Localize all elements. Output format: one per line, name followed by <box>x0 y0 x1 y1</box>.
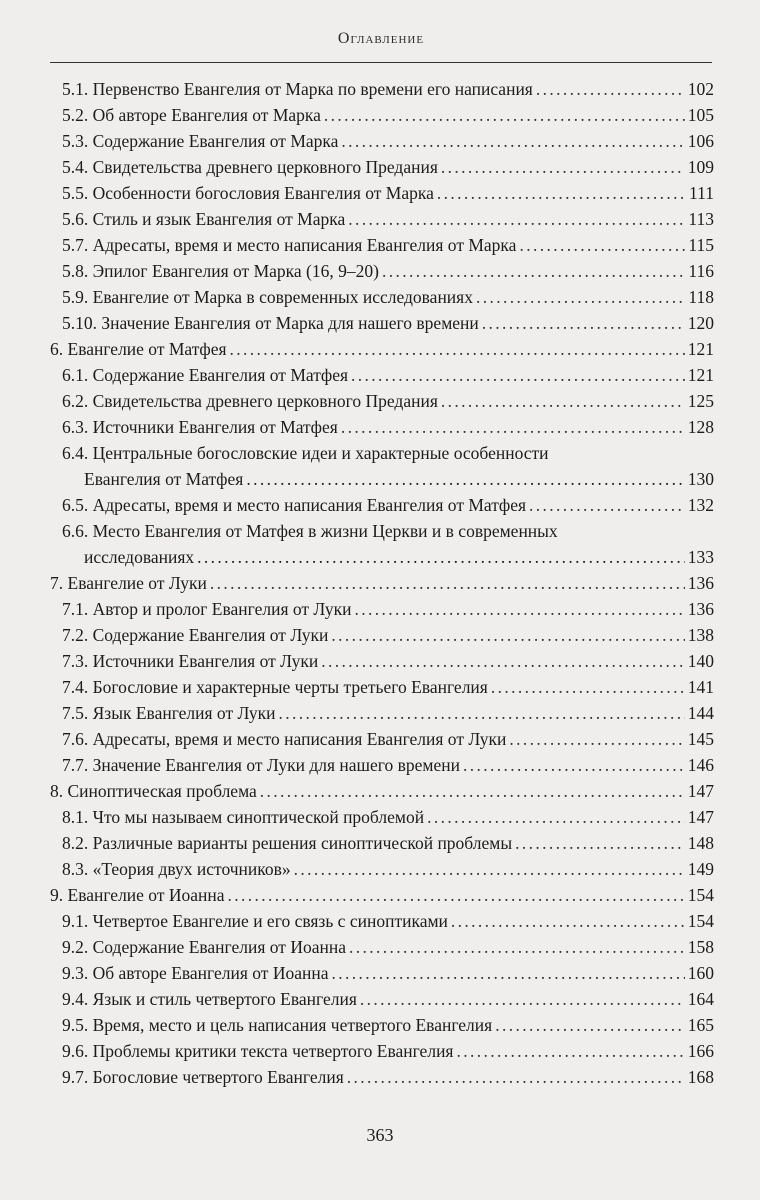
toc-entry-page: 165 <box>687 1015 714 1035</box>
toc-entry-page: 168 <box>687 1067 714 1087</box>
dot-leader <box>360 986 685 1012</box>
toc-entry-page: 160 <box>687 963 714 983</box>
toc-entry-page: 149 <box>687 859 714 879</box>
toc-entry-title: 7.5. Язык Евангелия от Луки <box>62 703 276 723</box>
toc-entry-page: 133 <box>687 547 714 567</box>
toc-entry-title: 7.6. Адресаты, время и место написания Евангелия от Луки <box>62 729 507 749</box>
table-of-contents <box>50 76 714 1090</box>
dot-leader <box>509 726 684 752</box>
dot-leader <box>515 830 685 856</box>
toc-entry-title: 7.3. Источники Евангелия от Луки <box>62 651 319 671</box>
toc-entry-page: 147 <box>687 781 714 801</box>
toc-entry-title: 9.4. Язык и стиль четвертого Евангелия <box>62 989 357 1009</box>
dot-leader <box>294 856 685 882</box>
toc-entry-page: 148 <box>687 833 714 853</box>
toc-entry <box>50 492 714 518</box>
toc-entry-title: 5.10. Значение Евангелия от Марка для нашего времени <box>62 313 479 333</box>
toc-entry-title-line1: 6.6. Место Евангелия от Матфея в жизни Церкви и в современных <box>62 521 558 541</box>
dot-leader <box>197 544 685 570</box>
toc-entry <box>50 700 714 726</box>
toc-entry <box>50 934 714 960</box>
running-header: Оглавление <box>337 30 425 47</box>
toc-entry-title: 7.1. Автор и пролог Евангелия от Луки <box>62 599 352 619</box>
dot-leader <box>349 934 685 960</box>
toc-entry <box>50 674 714 700</box>
toc-entry <box>50 362 714 388</box>
dot-leader <box>482 310 685 336</box>
dot-leader <box>230 336 685 362</box>
toc-entry-page: 138 <box>687 625 714 645</box>
toc-entry <box>50 232 714 258</box>
toc-entry <box>50 388 714 414</box>
toc-entry-title: 9.6. Проблемы критики текста четвертого Евангелия <box>62 1041 454 1061</box>
toc-entry-page: 102 <box>687 79 714 99</box>
toc-entry-page: 140 <box>687 651 714 671</box>
toc-entry <box>50 1012 714 1038</box>
toc-entry-title: 5.5. Особенности богословия Евангелия от Марка <box>62 183 434 203</box>
toc-entry <box>50 648 714 674</box>
toc-entry-page: 125 <box>687 391 714 411</box>
toc-entry <box>50 102 714 128</box>
toc-entry-page: 111 <box>689 183 714 203</box>
toc-entry-page: 141 <box>687 677 714 697</box>
toc-entry-page: 132 <box>687 495 714 515</box>
dot-leader <box>441 388 685 414</box>
toc-entry <box>50 258 714 284</box>
toc-entry-title: 6.5. Адресаты, время и место написания Евангелия от Матфея <box>62 495 527 515</box>
toc-entry-title: 9.3. Об авторе Евангелия от Иоанна <box>62 963 329 983</box>
toc-entry-page: 120 <box>687 313 714 333</box>
toc-entry-title: 9.7. Богословие четвертого Евангелия <box>62 1067 344 1087</box>
toc-entry-page: 109 <box>687 157 714 177</box>
toc-entry <box>50 778 714 804</box>
dot-leader <box>427 804 685 830</box>
toc-entry <box>50 570 714 596</box>
dot-leader <box>348 206 685 232</box>
toc-entry-title: 8. Синоптическая проблема <box>50 781 257 801</box>
dot-leader <box>456 1038 684 1064</box>
toc-entry-page: 130 <box>687 469 714 489</box>
toc-entry <box>50 960 714 986</box>
toc-entry-title-line2: исследованиях <box>84 547 195 567</box>
toc-entry <box>50 752 714 778</box>
dot-leader <box>279 700 685 726</box>
header-rule <box>50 62 712 63</box>
toc-entry <box>50 596 714 622</box>
dot-leader <box>341 128 684 154</box>
dot-leader <box>491 674 685 700</box>
toc-entry-page: 128 <box>687 417 714 437</box>
toc-entry <box>50 830 714 856</box>
dot-leader <box>324 102 685 128</box>
toc-entry-title-line1: 6.4. Центральные богословские идеи и характерные особенности <box>62 443 549 463</box>
toc-entry-title: 6.3. Источники Евангелия от Матфея <box>62 417 338 437</box>
toc-entry <box>50 1064 714 1090</box>
toc-entry <box>50 206 714 232</box>
toc-entry-page: 158 <box>687 937 714 957</box>
toc-entry-title: 6. Евангелие от Матфея <box>50 339 227 359</box>
toc-entry-title: 9.5. Время, место и цель написания четвертого Евангелия <box>62 1015 493 1035</box>
dot-leader <box>536 76 685 102</box>
dot-leader <box>260 778 685 804</box>
toc-entry <box>50 310 714 336</box>
dot-leader <box>351 362 685 388</box>
toc-entry <box>50 856 714 882</box>
dot-leader <box>463 752 685 778</box>
toc-entry-title: 7. Евангелие от Луки <box>50 573 207 593</box>
toc-entry <box>50 180 714 206</box>
toc-entry <box>50 440 714 492</box>
toc-entry-page: 144 <box>687 703 714 723</box>
toc-entry <box>50 154 714 180</box>
dot-leader <box>331 622 684 648</box>
dot-leader <box>382 258 685 284</box>
toc-entry-page: 136 <box>687 573 714 593</box>
toc-entry-page: 154 <box>687 911 714 931</box>
toc-entry-title: 5.1. Первенство Евангелия от Марка по времени его написания <box>62 79 533 99</box>
toc-entry-title: 5.4. Свидетельства древнего церковного Предания <box>62 157 438 177</box>
toc-entry-page: 121 <box>687 339 714 359</box>
toc-entry-page: 105 <box>687 105 714 125</box>
toc-entry-title: 9. Евангелие от Иоанна <box>50 885 225 905</box>
toc-entry-title: 7.4. Богословие и характерные черты третьего Евангелия <box>62 677 488 697</box>
toc-entry-title: 6.2. Свидетельства древнего церковного Предания <box>62 391 438 411</box>
toc-entry-title: 8.1. Что мы называем синоптической проблемой <box>62 807 425 827</box>
toc-entry <box>50 804 714 830</box>
toc-entry-title: 8.2. Различные варианты решения синоптической проблемы <box>62 833 513 853</box>
toc-entry-page: 166 <box>687 1041 714 1061</box>
toc-entry <box>50 1038 714 1064</box>
toc-entry-title: 5.8. Эпилог Евангелия от Марка (16, 9–20) <box>62 261 379 281</box>
toc-entry-title: 5.2. Об авторе Евангелия от Марка <box>62 105 321 125</box>
dot-leader <box>529 492 685 518</box>
toc-entry-page: 113 <box>688 209 714 229</box>
toc-entry-title: 5.7. Адресаты, время и место написания Евангелия от Марка <box>62 235 517 255</box>
toc-entry <box>50 882 714 908</box>
page-number: 363 <box>366 1125 394 1145</box>
toc-entry <box>50 986 714 1012</box>
toc-entry-title: 5.3. Содержание Евангелия от Марка <box>62 131 339 151</box>
toc-entry-page: 115 <box>688 235 714 255</box>
toc-entry-title: 9.1. Четвертое Евангелие и его связь с синоптиками <box>62 911 448 931</box>
toc-entry-title: 7.2. Содержание Евангелия от Луки <box>62 625 329 645</box>
toc-entry <box>50 622 714 648</box>
dot-leader <box>228 882 685 908</box>
toc-entry-title: 5.9. Евангелие от Марка в современных исследованиях <box>62 287 473 307</box>
toc-entry-page: 118 <box>688 287 714 307</box>
toc-entry <box>50 336 714 362</box>
toc-entry <box>50 128 714 154</box>
toc-entry-page: 121 <box>687 365 714 385</box>
dot-leader <box>441 154 685 180</box>
dot-leader <box>495 1012 685 1038</box>
dot-leader <box>321 648 685 674</box>
toc-entry-title-line2: Евангелия от Матфея <box>84 469 244 489</box>
toc-entry <box>50 908 714 934</box>
toc-entry-page: 154 <box>687 885 714 905</box>
toc-entry <box>50 76 714 102</box>
toc-entry-title: 7.7. Значение Евангелия от Луки для нашего времени <box>62 755 460 775</box>
toc-entry-title: 9.2. Содержание Евангелия от Иоанна <box>62 937 346 957</box>
toc-entry-page: 145 <box>687 729 714 749</box>
dot-leader <box>331 960 684 986</box>
dot-leader <box>246 466 684 492</box>
toc-entry <box>50 284 714 310</box>
toc-entry <box>50 414 714 440</box>
dot-leader <box>354 596 684 622</box>
dot-leader <box>451 908 685 934</box>
toc-entry-page: 136 <box>687 599 714 619</box>
dot-leader <box>347 1064 685 1090</box>
toc-entry-title: 8.3. «Теория двух источников» <box>62 859 291 879</box>
toc-entry-title: 6.1. Содержание Евангелия от Матфея <box>62 365 349 385</box>
toc-entry-page: 116 <box>688 261 714 281</box>
dot-leader <box>519 232 685 258</box>
dot-leader <box>437 180 686 206</box>
toc-entry-page: 164 <box>687 989 714 1009</box>
toc-entry-title: 5.6. Стиль и язык Евангелия от Марка <box>62 209 346 229</box>
toc-entry <box>50 726 714 752</box>
dot-leader <box>476 284 685 310</box>
toc-entry-page: 146 <box>687 755 714 775</box>
toc-entry-page: 106 <box>687 131 714 151</box>
toc-entry-page: 147 <box>687 807 714 827</box>
dot-leader <box>341 414 685 440</box>
toc-entry <box>50 518 714 570</box>
dot-leader <box>210 570 685 596</box>
